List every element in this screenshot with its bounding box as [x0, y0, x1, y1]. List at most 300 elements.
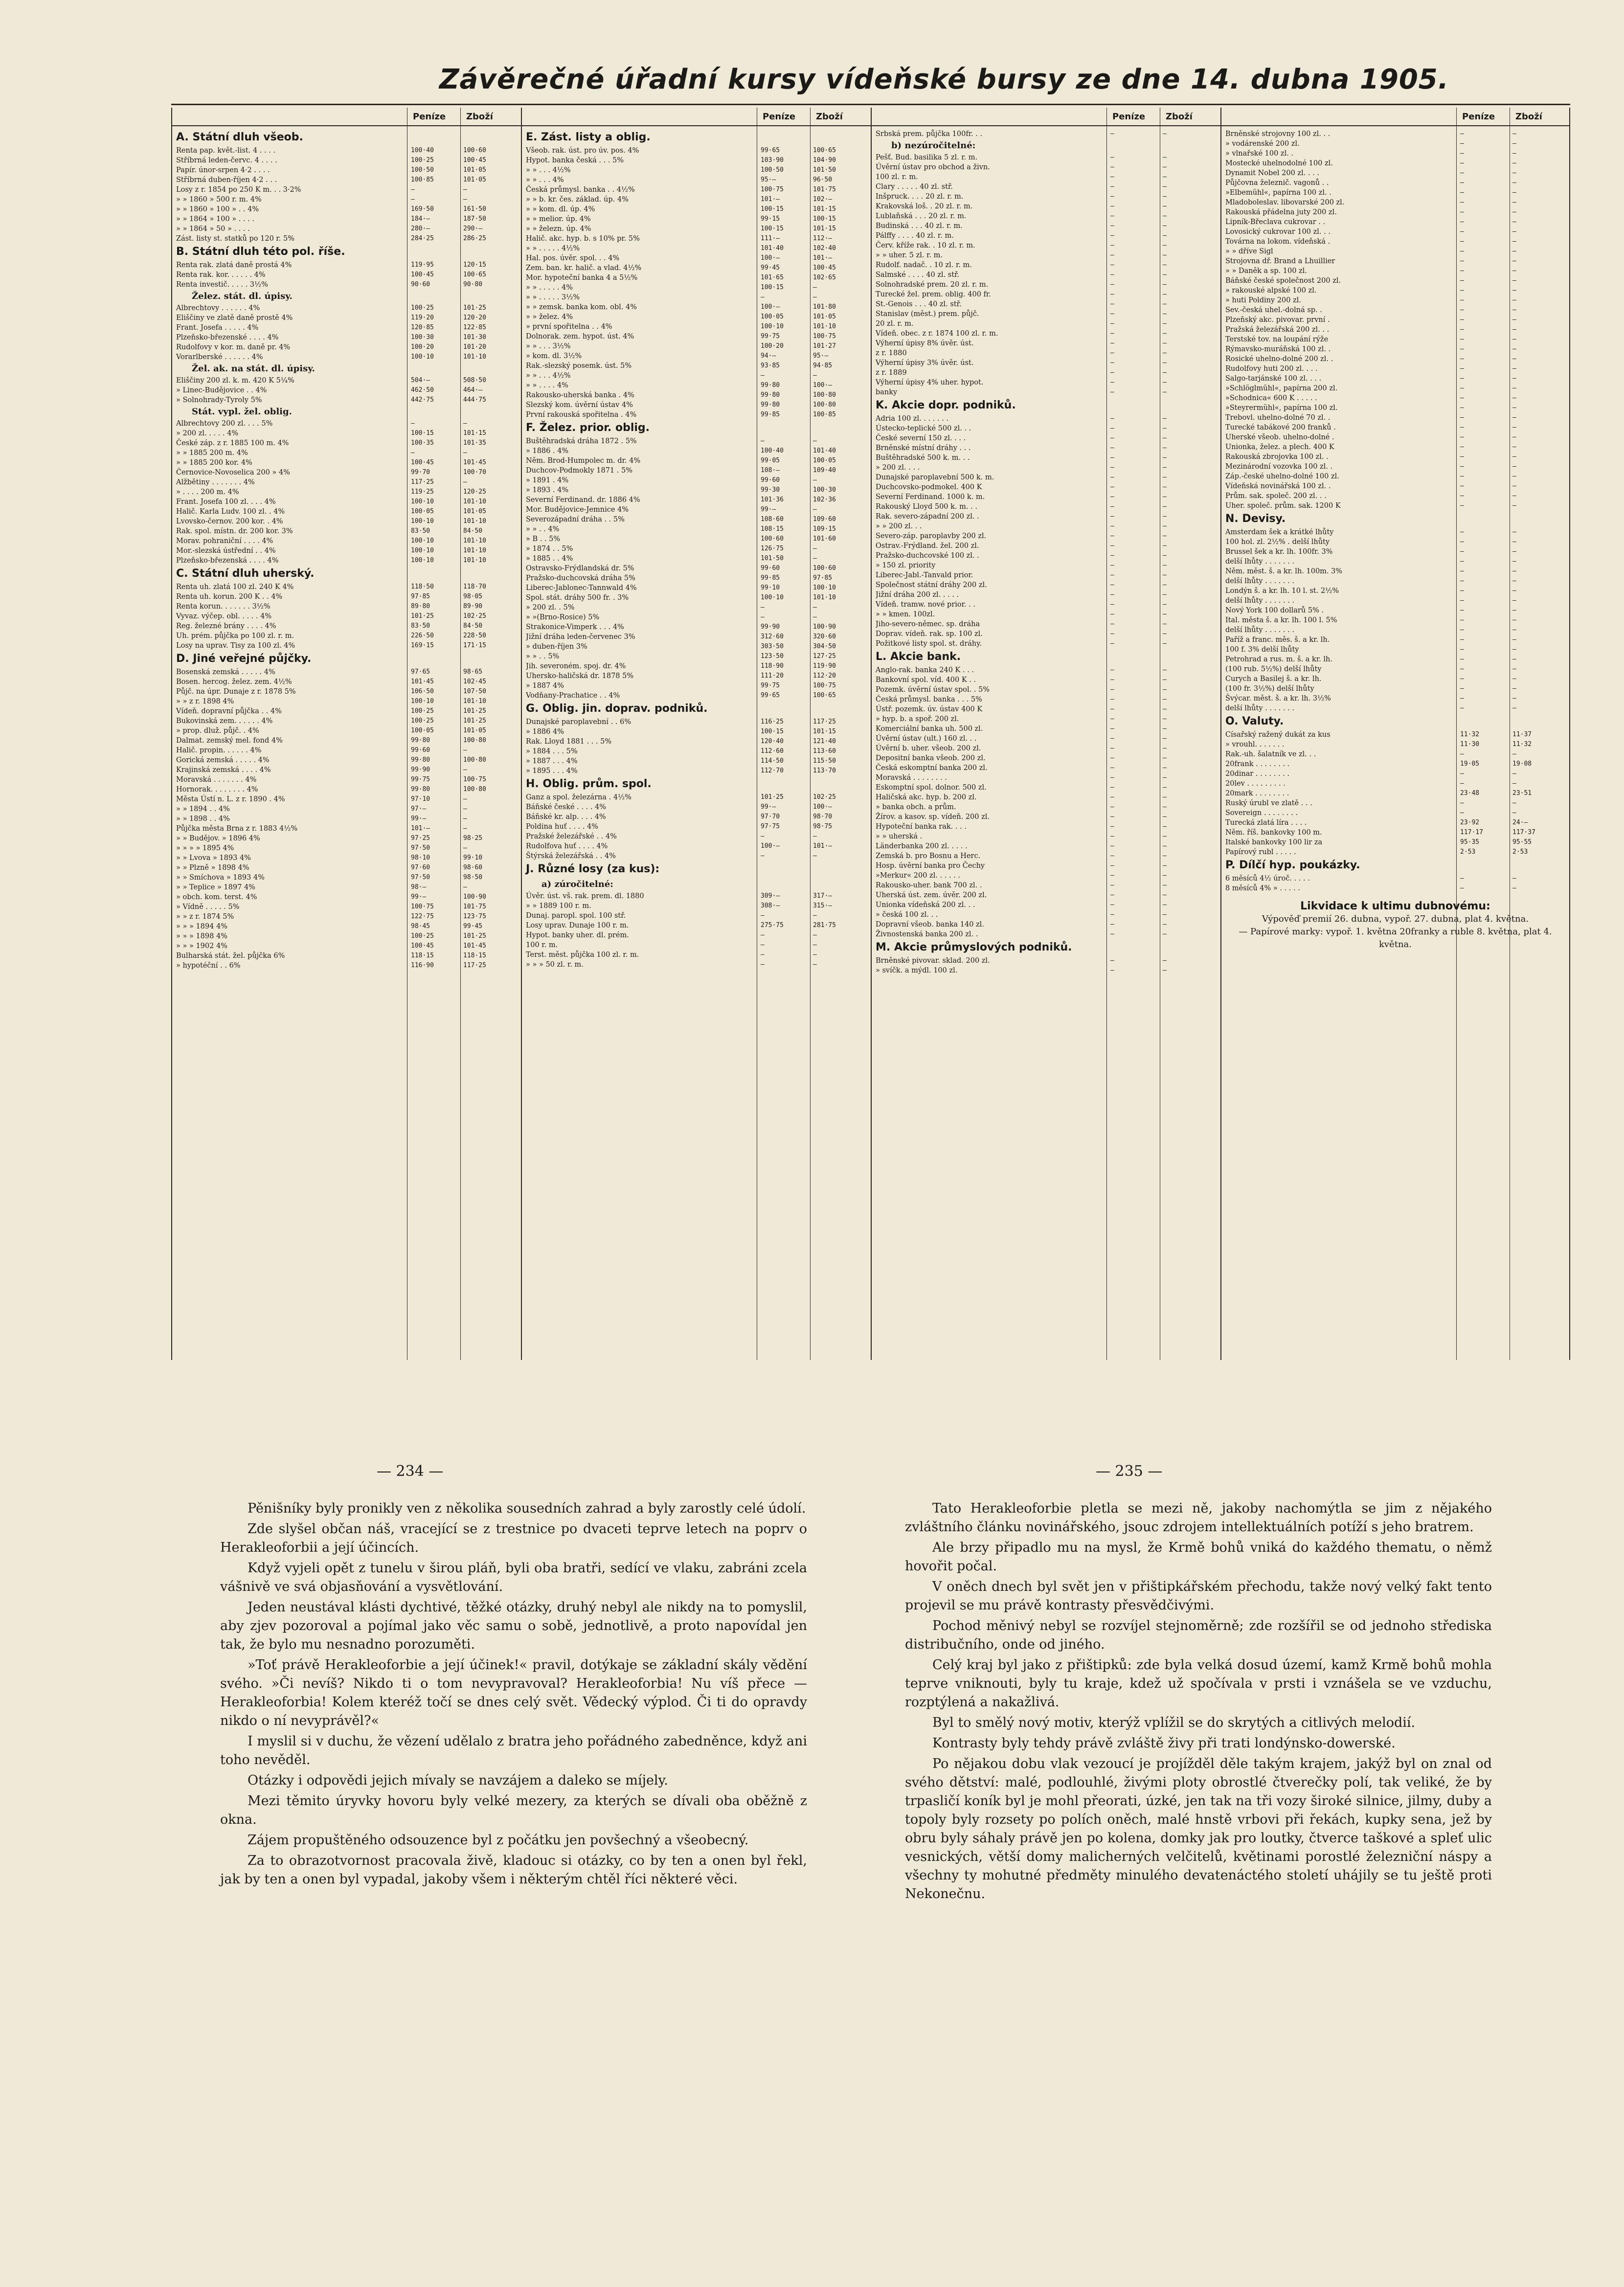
price-money: 100·45 — [411, 942, 434, 950]
security-name: Lvovsko-černov. 200 kor. . 4% — [176, 518, 283, 525]
price-goods: — — [1512, 355, 1516, 362]
price-money: — — [1460, 208, 1464, 216]
price-goods: 100·05 — [813, 457, 836, 464]
price-goods: — — [1512, 587, 1516, 594]
quote-row — [872, 665, 1220, 675]
price-goods: 101·75 — [813, 186, 836, 193]
price-money: — — [1110, 483, 1114, 491]
price-goods: — — [1163, 163, 1167, 171]
security-name: Plzeňsko-březenské . . . . 4% — [176, 334, 279, 341]
quote-row — [172, 419, 521, 429]
price-money: 94·— — [761, 352, 776, 360]
quote-row — [872, 570, 1220, 580]
price-goods: — — [1163, 813, 1167, 820]
security-name: Báňské české společnost 200 zl. — [1225, 277, 1341, 285]
price-money: — — [1460, 336, 1464, 343]
price-money: — — [1110, 882, 1114, 889]
security-name: Unionka vídeňská 200 zl. . . — [876, 901, 975, 909]
quote-row — [872, 260, 1220, 270]
price-money: 99·75 — [761, 333, 780, 340]
security-name: » rakouské alpské 100 zl. — [1225, 287, 1317, 294]
price-money: — — [1110, 630, 1114, 637]
security-name: »Steyrermühl«, papírna 100 zl. — [1225, 404, 1338, 412]
price-goods: — — [1163, 696, 1167, 703]
security-name: Halič. Karla Ludv. 100 zl. . 4% — [176, 508, 285, 516]
price-money: — — [1110, 320, 1114, 327]
quote-row — [172, 765, 521, 775]
price-money: 100·20 — [761, 342, 784, 350]
paragraph: Mezi těmito úryvky hovoru byly velké mezery, za kterých se dívali oba oběžně z okna. — [220, 1793, 807, 1827]
price-money: — — [761, 961, 765, 968]
price-money: 101·25 — [411, 612, 434, 620]
price-goods: — — [813, 852, 817, 860]
price-money: — — [1460, 558, 1464, 565]
security-name: Zem. ban. kr. halič. a vlad. 4½% — [526, 264, 642, 272]
price-money: — — [1460, 326, 1464, 333]
quote-row — [1221, 883, 1569, 893]
quote-row — [1221, 798, 1569, 808]
price-goods: — — [463, 747, 467, 754]
price-money: — — [1110, 852, 1114, 860]
paragraph: Když vyjeli opět z tunelu v širou pláň, byli oba bratři, sedící ve vlaku, zabráni zcela vášnivě ve svá objasňování a vysvětlování. — [220, 1561, 807, 1594]
security-name: 20 zl. r. m. — [876, 320, 914, 328]
quote-row — [522, 593, 871, 603]
quote-row — [172, 912, 521, 922]
price-goods: — — [463, 805, 467, 813]
security-name: » » Smíchova » 1893 4% — [176, 874, 265, 882]
security-name: » » želez. 4% — [526, 313, 573, 321]
price-goods: 101·15 — [813, 225, 836, 232]
price-goods: 98·65 — [463, 668, 483, 676]
security-name: »Schodnica« 600 K . . . . . — [1225, 394, 1317, 402]
security-name: Renta rak. kor. . . . . . 4% — [176, 271, 266, 279]
price-money: 100·15 — [761, 728, 784, 735]
quote-row — [172, 755, 521, 765]
security-name: Rak. severo-západní 200 zl. . — [876, 513, 979, 521]
security-name: První rakouská spořitelna . 4% — [526, 411, 637, 419]
price-money: 100·10 — [411, 498, 434, 505]
price-goods: 100·80 — [463, 756, 486, 764]
quote-row — [172, 185, 521, 195]
quote-row — [522, 515, 871, 524]
security-name: Ostravsko-Frýdlandská dr. 5% — [526, 565, 634, 572]
price-goods: — — [1512, 453, 1516, 460]
quote-row — [172, 611, 521, 621]
price-money: — — [1460, 404, 1464, 411]
price-goods: — — [1512, 443, 1516, 451]
price-money: — — [1460, 424, 1464, 431]
price-goods: 464·— — [463, 386, 483, 394]
security-name: 20frank . . . . . . . . — [1225, 760, 1290, 768]
security-name: » » . . . . 4% — [526, 382, 568, 389]
price-goods: — — [1512, 695, 1516, 702]
security-name: Severozápadní dráha . . 5% — [526, 516, 625, 523]
price-money: 122·75 — [411, 913, 434, 920]
price-money: — — [1110, 340, 1114, 347]
price-goods: — — [1163, 774, 1167, 781]
price-money: — — [1110, 425, 1114, 432]
quote-row — [172, 146, 521, 156]
quote-row — [172, 726, 521, 736]
price-money: 99·60 — [761, 565, 780, 572]
price-goods: 121·40 — [813, 738, 836, 745]
security-name: Vídeň. dopravní půjčka . . 4% — [176, 707, 282, 715]
quote-row — [1221, 730, 1569, 740]
quote-row — [1221, 789, 1569, 798]
subsection-heading: Žel. ak. na stát. dl. úpisy. — [192, 363, 315, 374]
price-money: — — [1110, 891, 1114, 899]
quote-row — [872, 871, 1220, 881]
price-goods: 304·50 — [813, 643, 836, 650]
security-name: Pešť. Bud. basilika 5 zl. r. m. — [876, 154, 978, 161]
quote-row — [872, 724, 1220, 734]
quote-row — [522, 312, 871, 322]
price-goods: — — [1512, 626, 1516, 634]
price-money: 112·60 — [761, 747, 784, 755]
quote-row — [872, 348, 1220, 358]
quote-row — [522, 361, 871, 371]
price-money: — — [1110, 676, 1114, 683]
price-goods: — — [813, 951, 817, 958]
security-name: Buštěhradské 500 k. m. . . — [876, 454, 970, 462]
price-goods: — — [1163, 434, 1167, 442]
price-goods: — — [1512, 150, 1516, 157]
price-goods: — — [1512, 345, 1516, 353]
price-goods: — — [1512, 394, 1516, 402]
price-money: 169·15 — [411, 642, 434, 649]
price-goods: — — [1512, 567, 1516, 575]
security-name: Rakouský Lloyd 500 k. m. . . — [876, 503, 977, 511]
price-money: 83·50 — [411, 527, 430, 535]
quote-row — [1221, 364, 1569, 374]
security-name: Rakousko-uherská banka . 4% — [526, 391, 634, 399]
price-goods: — — [1512, 636, 1516, 643]
price-money: 99·80 — [761, 382, 780, 389]
quote-row — [172, 883, 521, 892]
security-name: Salgo-tarjánské 100 zl. . . . — [1225, 375, 1322, 383]
security-name: Londýn š. a kr. lh. 10 l. st. 2½% — [1225, 587, 1339, 595]
quote-row — [522, 622, 871, 632]
price-goods: — — [813, 931, 817, 939]
security-name: Česká eskomptní banka 200 zl. — [876, 764, 988, 772]
price-money: — — [1460, 179, 1464, 186]
quote-row — [872, 812, 1220, 822]
security-name: Půjčka města Brna z r. 1883 4½% — [176, 825, 298, 833]
quote-row — [1221, 149, 1569, 159]
quote-row — [872, 502, 1220, 512]
security-name: Prům. sak. společ. 200 zl. . . — [1225, 492, 1327, 500]
price-goods: 100·— — [813, 803, 833, 811]
price-money: — — [1460, 414, 1464, 421]
quote-row — [1221, 188, 1569, 198]
quote-row — [872, 463, 1220, 473]
header-goods: Zboží — [1515, 112, 1542, 122]
security-name: » svíčk. a mýdl. 100 zl. — [876, 967, 958, 974]
security-name: Italské bankovky 100 lir za — [1225, 838, 1323, 846]
quote-row — [172, 280, 521, 290]
security-name: Mostecké uhelnodolné 100 zl. — [1225, 159, 1333, 167]
security-name: Länderbanka 200 zl. . . . . — [876, 842, 968, 850]
subsection-heading: Stát. vypl. žel. oblig. — [192, 407, 292, 417]
price-money: — — [1110, 203, 1114, 210]
price-goods: — — [1512, 433, 1516, 441]
price-money: 100·60 — [761, 535, 784, 543]
quote-row — [522, 921, 871, 930]
quote-row — [172, 746, 521, 755]
price-goods: 84·50 — [463, 622, 483, 630]
price-goods: — — [1163, 183, 1167, 190]
security-name: Dopravní všeob. banka 140 zl. — [876, 921, 984, 928]
quote-row — [1221, 168, 1569, 178]
quote-row — [872, 512, 1220, 521]
quote-row — [172, 385, 521, 395]
price-goods: — — [463, 844, 467, 852]
quote-row — [172, 468, 521, 477]
quote-row — [1221, 674, 1569, 684]
security-name: Duchcov-Podmokly 1871 . 5% — [526, 467, 632, 475]
price-money: — — [1460, 587, 1464, 594]
quote-row — [1221, 354, 1569, 364]
security-name: » 200 zl. . . . . 4% — [176, 430, 239, 437]
quote-row — [1221, 847, 1569, 857]
price-goods: — — [463, 186, 467, 193]
price-money: 100·50 — [411, 166, 434, 174]
price-goods: — — [1512, 326, 1516, 333]
security-name: Nový York 100 dollarů 5% . — [1225, 607, 1324, 614]
quote-row — [522, 263, 871, 273]
paragraph: Otázky i odpovědi jejich mívaly se navzájem a daleko se míjely. — [248, 1773, 668, 1788]
quote-row — [522, 766, 871, 776]
quote-row — [522, 400, 871, 410]
quote-row — [1221, 779, 1569, 789]
price-goods: — — [1163, 793, 1167, 801]
price-money: — — [1110, 620, 1114, 628]
security-name: Komerciální banka uh. 500 zl. — [876, 725, 983, 733]
quote-row — [172, 395, 521, 405]
quote-row — [522, 717, 871, 727]
price-money: 99·65 — [761, 147, 780, 154]
security-name: Krajinská zemská . . . . 4% — [176, 766, 271, 774]
price-goods: — — [1512, 665, 1516, 673]
quote-row — [1221, 759, 1569, 769]
price-money: — — [1110, 581, 1114, 589]
quote-row — [1221, 198, 1569, 207]
price-money: — — [1460, 482, 1464, 490]
price-money: 100·— — [761, 842, 780, 850]
price-goods: 101·05 — [463, 166, 486, 174]
security-name: delší lhůty . . . . . . . — [1225, 597, 1295, 605]
quote-row — [1221, 266, 1569, 276]
quote-row — [522, 146, 871, 156]
security-name: Ústř. pozemk. úv. ústav 400 K — [876, 705, 983, 713]
price-goods: 104·90 — [813, 157, 836, 164]
price-money: 99·80 — [761, 401, 780, 408]
price-money: 99·45 — [761, 264, 780, 272]
quote-row — [522, 185, 871, 195]
price-goods: 444·75 — [463, 396, 486, 404]
quote-row — [172, 477, 521, 487]
quote-row — [1221, 315, 1569, 325]
price-money: 93·85 — [761, 362, 780, 369]
price-goods: 100·45 — [813, 264, 836, 272]
price-goods: — — [1512, 799, 1516, 807]
price-money: 23·92 — [1460, 819, 1480, 826]
security-name: Severní Ferdinand. 1000 k. m. — [876, 493, 985, 501]
security-name: Halič. akc. hyp. b. s 10% pr. 5% — [526, 235, 640, 243]
quote-row — [522, 273, 871, 283]
security-name: » prop. dluž. půjč. . 4% — [176, 727, 259, 735]
price-goods: — — [1163, 823, 1167, 830]
quote-row — [522, 544, 871, 554]
quote-row — [1221, 828, 1569, 838]
price-money: — — [761, 852, 765, 860]
price-goods: 100·85 — [813, 411, 836, 418]
price-goods: 101·80 — [813, 303, 836, 311]
security-name: » » » 1898 4% — [176, 932, 227, 940]
price-money: — — [1460, 463, 1464, 470]
security-name: Výherní úpisy 8% úvěr. úst. — [876, 340, 974, 347]
paragraph: Tato Herakleoforbie pletla se mezi ně, jakoby nachomýtla se jim z nějakého zvláštního článku novinářského, jsouc zdrojem intellektuálních potíží s jeho bratrem. — [905, 1501, 1492, 1535]
price-money: 100·05 — [411, 727, 434, 734]
price-goods: 102·40 — [813, 245, 836, 252]
security-name: Moravská . . . . . . . 4% — [176, 776, 257, 784]
price-goods: 290·— — [463, 225, 483, 232]
price-goods: — — [1163, 571, 1167, 579]
subsection-heading: a) zúročitelné: — [541, 879, 613, 889]
price-money: — — [1460, 267, 1464, 274]
quote-row — [872, 339, 1220, 348]
security-name: » » uherská . — [876, 833, 923, 840]
security-name: » 1886 . 4% — [526, 447, 569, 455]
price-money: — — [1460, 646, 1464, 653]
quote-row — [1221, 384, 1569, 393]
price-goods: 101·30 — [463, 334, 486, 341]
price-goods: 101·10 — [463, 518, 486, 525]
quote-row — [1221, 159, 1569, 168]
table-column — [171, 108, 521, 1360]
quote-row — [872, 482, 1220, 492]
price-goods: 90·80 — [463, 281, 483, 288]
price-goods: — — [1512, 424, 1516, 431]
security-name: Něm. říš. bankovky 100 m. — [1225, 829, 1322, 837]
quote-row — [872, 531, 1220, 541]
quote-row — [1221, 374, 1569, 384]
quote-row — [1221, 335, 1569, 344]
security-name: Rakouská zbrojovka 100 zl. . — [1225, 453, 1329, 461]
price-goods: 101·10 — [463, 557, 486, 564]
price-goods: — — [1163, 379, 1167, 386]
security-name: z r. 1880 — [876, 349, 907, 357]
quote-row — [1221, 139, 1569, 149]
security-name: Anglo-rak. banka 240 K . . . — [876, 666, 974, 674]
price-goods: — — [1512, 238, 1516, 245]
quote-row — [522, 195, 871, 204]
section-heading: O. Valuty. — [1225, 715, 1284, 727]
liquidation-note — [1226, 900, 1564, 951]
quote-row — [522, 603, 871, 612]
security-name: Rudolf. nadač. . 10 zl. r. m. — [876, 261, 972, 269]
price-goods: 101·50 — [813, 166, 836, 174]
security-name: » » . . . . . 3½% — [526, 294, 580, 301]
quote-row — [172, 546, 521, 556]
price-money: 100·10 — [411, 557, 434, 564]
quote-row — [1221, 625, 1569, 635]
price-goods: — — [813, 284, 817, 291]
price-goods: — — [1512, 616, 1516, 624]
security-name: Mezinárodní vozovka 100 zl. . — [1225, 463, 1333, 471]
price-goods: 113·60 — [813, 747, 836, 755]
quote-row — [1221, 295, 1569, 305]
quote-row — [172, 706, 521, 716]
quote-row — [872, 280, 1220, 290]
price-money: 100·35 — [411, 439, 434, 447]
price-goods: — — [1163, 388, 1167, 396]
quote-row — [172, 621, 521, 631]
price-money: 103·90 — [761, 157, 784, 164]
price-money: 117·25 — [411, 478, 434, 486]
price-goods: — — [1512, 179, 1516, 186]
quote-row — [1221, 808, 1569, 818]
security-name: Haličská akc. hyp. b. 200 zl. — [876, 793, 977, 801]
quote-row — [872, 734, 1220, 744]
security-name: Brněnské pivovar. sklad. 200 zl. — [876, 957, 990, 965]
price-goods: — — [1163, 532, 1167, 540]
quote-row — [522, 476, 871, 485]
price-goods: — — [463, 449, 467, 456]
quote-row — [872, 211, 1220, 221]
price-money: 442·75 — [411, 396, 434, 404]
quote-row — [522, 747, 871, 756]
security-name: » » 1864 » 50 » . . . . — [176, 225, 250, 233]
quote-row — [522, 737, 871, 747]
security-name: Štýrská železářská . . 4% — [526, 852, 616, 860]
security-name: Úvěr. úst. vš. rak. prem. dl. 1880 — [526, 892, 644, 900]
price-goods: — — [1163, 764, 1167, 771]
security-name: » » . . . 4½% — [526, 166, 571, 174]
quote-row — [172, 333, 521, 342]
price-money: — — [411, 449, 415, 456]
quote-row — [172, 873, 521, 883]
price-money: 100·10 — [411, 518, 434, 525]
price-goods: 101·25 — [463, 717, 486, 725]
price-money: — — [1460, 473, 1464, 480]
price-money: — — [1110, 369, 1114, 376]
paragraph: Za to obrazotvornost pracovala živě, kladouc si otázky, co by ten a onen byl řekl, jak by ten a onen byl vypadal, jakoby všem i některým chtěl říci některé věci. — [220, 1853, 807, 1887]
price-money: 97·70 — [761, 813, 780, 820]
quote-row — [172, 458, 521, 468]
quote-row — [1221, 256, 1569, 266]
quote-row — [872, 929, 1220, 939]
price-goods: 100·65 — [463, 271, 486, 278]
price-money: 303·50 — [761, 643, 784, 650]
page-sheet — [122, 59, 1570, 2241]
section-heading: A. Státní dluh všeob. — [176, 131, 303, 143]
quote-row — [872, 414, 1220, 424]
price-money: 100·25 — [411, 157, 434, 164]
quote-row — [872, 551, 1220, 561]
price-goods: — — [1163, 630, 1167, 637]
right-text-column — [905, 1499, 1492, 1905]
security-name: » Solnohrady-Tyroly 5% — [176, 396, 262, 404]
price-goods: — — [1163, 340, 1167, 347]
security-name: » »(Brno-Rosice) 5% — [526, 613, 600, 621]
security-name: Továrna na lokom. vídeňská . — [1225, 238, 1331, 246]
price-goods: — — [1163, 676, 1167, 683]
quote-row — [172, 641, 521, 651]
security-name: Rudolfovy v kor. m. daně pr. 4% — [176, 343, 291, 351]
price-money: — — [1110, 251, 1114, 259]
security-name: » 1895 . . . 4% — [526, 767, 578, 775]
